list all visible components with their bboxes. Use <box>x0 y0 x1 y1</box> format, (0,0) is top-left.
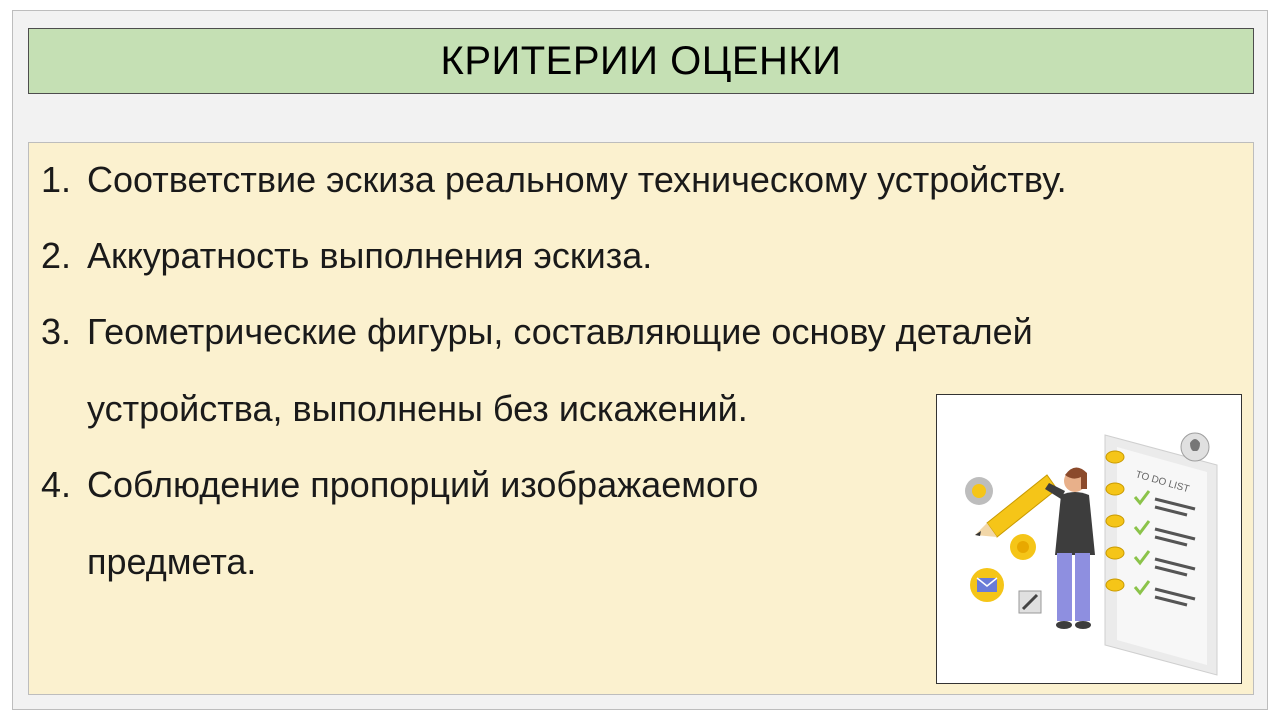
mail-icon <box>970 568 1004 602</box>
todo-list-illustration <box>936 394 1242 684</box>
criteria-number: 3. <box>41 311 72 352</box>
slide-title: КРИТЕРИИ ОЦЕНКИ <box>440 38 842 83</box>
criteria-text-continued: устройства, выполнены без искажений. <box>87 388 748 429</box>
criteria-item-2 <box>41 237 1067 313</box>
criteria-item-3 <box>41 313 1067 466</box>
criteria-number: 4. <box>41 464 72 505</box>
criteria-panel <box>28 142 1254 695</box>
illustration-svg <box>937 395 1241 683</box>
criteria-number: 2. <box>41 235 72 276</box>
criteria-text-continued: предмета. <box>87 541 257 582</box>
criteria-text: Геометрические фигуры, составляющие основу деталей <box>87 311 1033 352</box>
slide <box>12 10 1268 710</box>
lightbulb-icon <box>1181 433 1209 461</box>
criteria-text: Соответствие эскиза реальному техническому устройству. <box>87 159 1067 200</box>
criteria-number: 1. <box>41 159 72 200</box>
tool-icon <box>1019 591 1041 613</box>
criteria-list <box>41 161 1067 619</box>
title-bar <box>28 28 1254 94</box>
criteria-item-1 <box>41 161 1067 237</box>
criteria-text: Аккуратность выполнения эскиза. <box>87 235 653 276</box>
criteria-text: Соблюдение пропорций изображаемого <box>87 464 759 505</box>
person-figure <box>1045 467 1095 629</box>
criteria-item-4 <box>41 466 1067 619</box>
clipboard-label: TO DO LIST <box>1134 469 1191 496</box>
